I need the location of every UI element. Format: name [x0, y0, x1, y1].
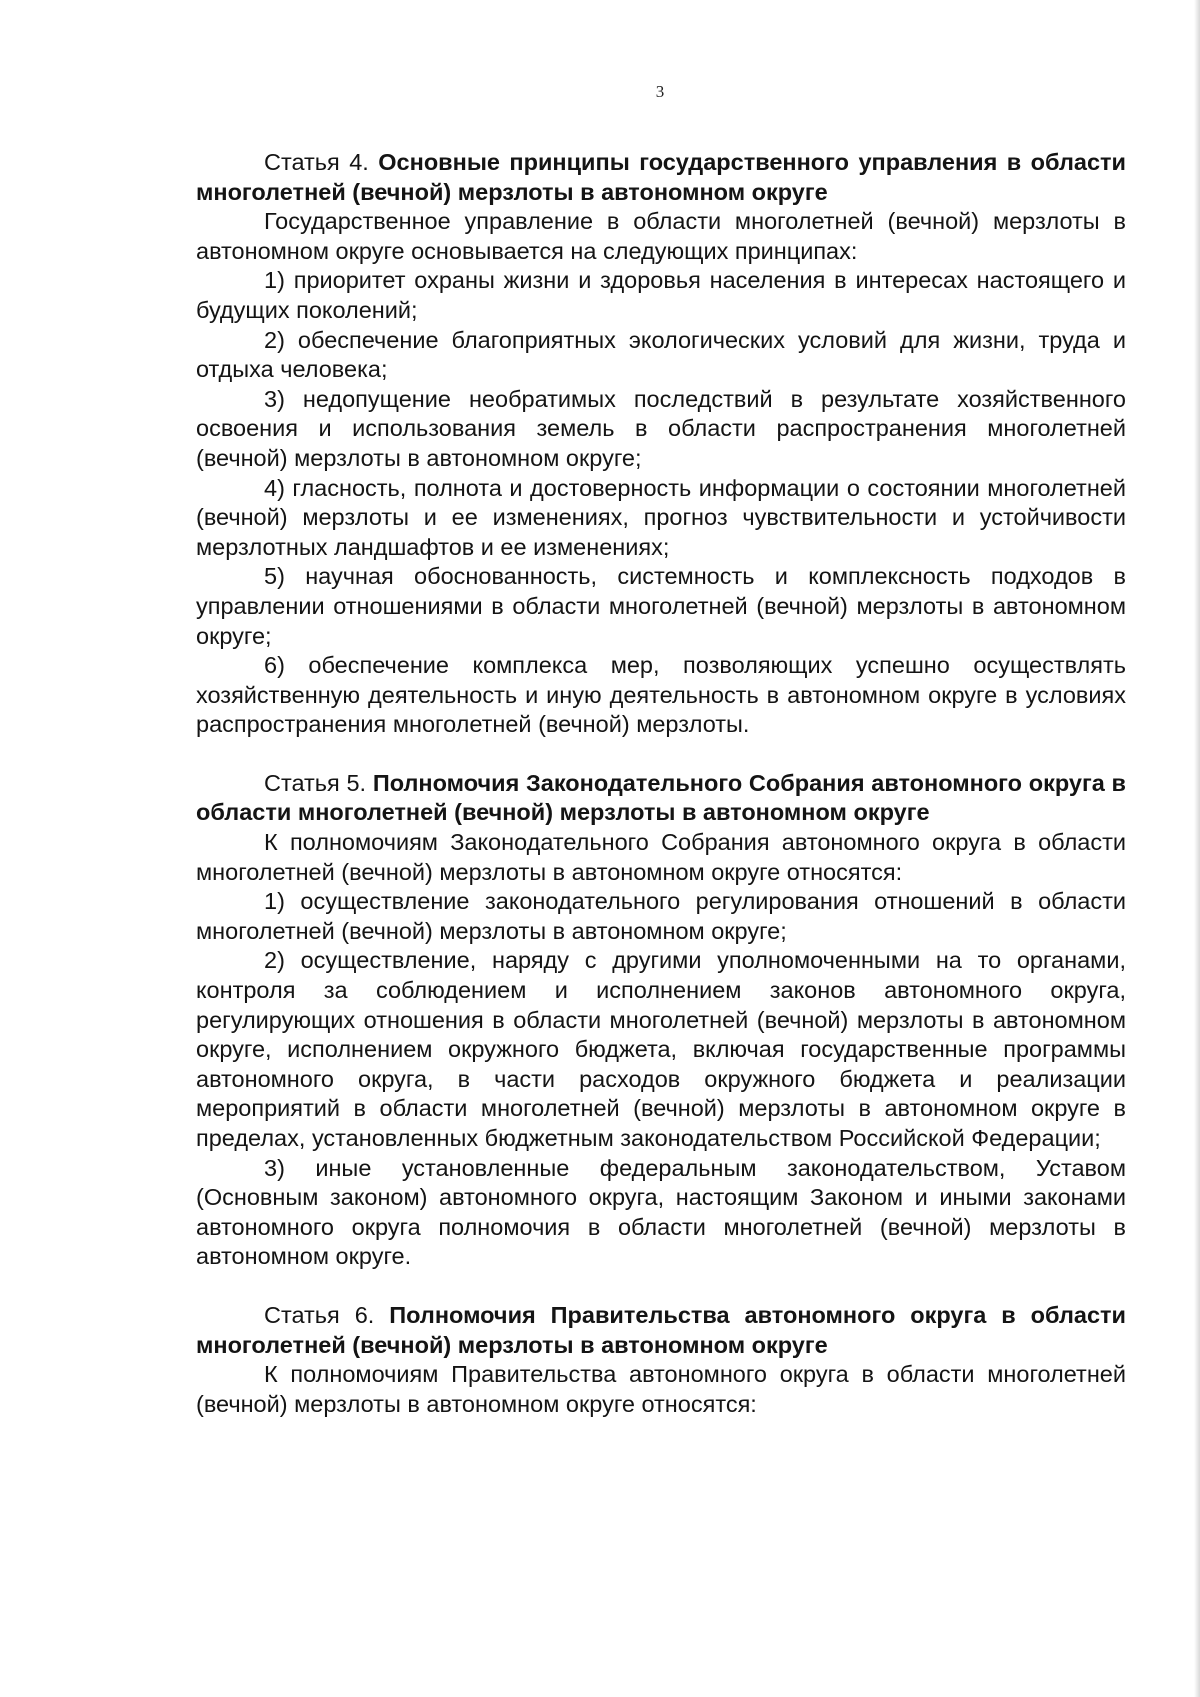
- article-4-title: Основные принципы государственного управления в области многолетней (вечной) мерзлоты в автономном округе: [196, 149, 1126, 205]
- article-4-item-4: 4) гласность, полнота и достоверность информации о состоянии многолетней (вечной) мерзлоты и ее изменениях, прогноз чувствительности и устойчивости мерзлотных ландшафтов и ее изменениях;: [196, 474, 1126, 560]
- article-6-prefix: Статья 6.: [264, 1301, 375, 1328]
- page-edge-shadow: [1194, 0, 1200, 1697]
- article-4-heading: [196, 148, 1126, 207]
- article-4-intro: Государственное управление в области многолетней (вечной) мерзлоты в автономном округе основывается на следующих принципах:: [196, 208, 1126, 264]
- article-5-prefix: Статья 5.: [264, 769, 367, 796]
- article-5-item-2: 2) осуществление, наряду с другими уполномоченными на то органами, контроля за соблюдением и исполнением законов автономного округа, регулирующих отношения в области многолетней (вечной) мерзлоты в автономном округе, исполнением окружного бюджета, включая государственные программы автономного округа, в части расходов окружного бюджета и реализации мероприятий в области многолетней (вечной) мерзлоты в автономном округе в пределах, установленных бюджетным законодательством Российской Федерации;: [196, 947, 1126, 1151]
- document-body: [196, 148, 1126, 1419]
- page-number: 3: [655, 82, 665, 101]
- article-6-intro: К полномочиям Правительства автономного округа в области многолетней (вечной) мерзлоты в автономном округе относятся:: [196, 1361, 1126, 1417]
- article-4-item-1: 1) приоритет охраны жизни и здоровья населения в интересах настоящего и будущих поколений;: [196, 267, 1126, 323]
- article-4-item-5: 5) научная обоснованность, системность и комплексность подходов в управлении отношениями в области многолетней (вечной) мерзлоты в автономном округе;: [196, 563, 1126, 649]
- article-4-prefix: Статья 4.: [264, 149, 369, 175]
- article-5-heading: [196, 769, 1126, 828]
- article-4-item-3: 3) недопущение необратимых последствий в результате хозяйственного освоения и использования земель в области распространения многолетней (вечной) мерзлоты в автономном округе;: [196, 385, 1126, 471]
- article-4-item-6: 6) обеспечение комплекса мер, позволяющих успешно осуществлять хозяйственную деятельность и иную деятельность в автономном округе в условиях распространения многолетней (вечной) мерзлоты.: [196, 652, 1126, 738]
- article-5-item-1: 1) осуществление законодательного регулирования отношений в области многолетней (вечной) мерзлоты в автономном округе;: [196, 888, 1126, 944]
- article-5-title: Полномочия Законодательного Собрания автономного округа в области многолетней (вечной) мерзлоты в автономном округе: [196, 769, 1127, 826]
- article-5-item-3: 3) иные установленные федеральным законодательством, Уставом (Основным законом) автономного округа, настоящим Законом и иными законами автономного округа полномочия в области многолетней (вечной) мерзлоты в автономном округе.: [196, 1154, 1126, 1270]
- article-5-intro: К полномочиям Законодательного Собрания автономного округа в области многолетней (вечной) мерзлоты в автономном округе относятся:: [196, 829, 1126, 885]
- article-4-item-2: 2) обеспечение благоприятных экологических условий для жизни, труда и отдыха человека;: [196, 326, 1126, 383]
- article-6-heading: [196, 1301, 1126, 1360]
- article-6-title: Полномочия Правительства автономного округа в области многолетней (вечной) мерзлоты в автономном округе: [196, 1301, 1126, 1358]
